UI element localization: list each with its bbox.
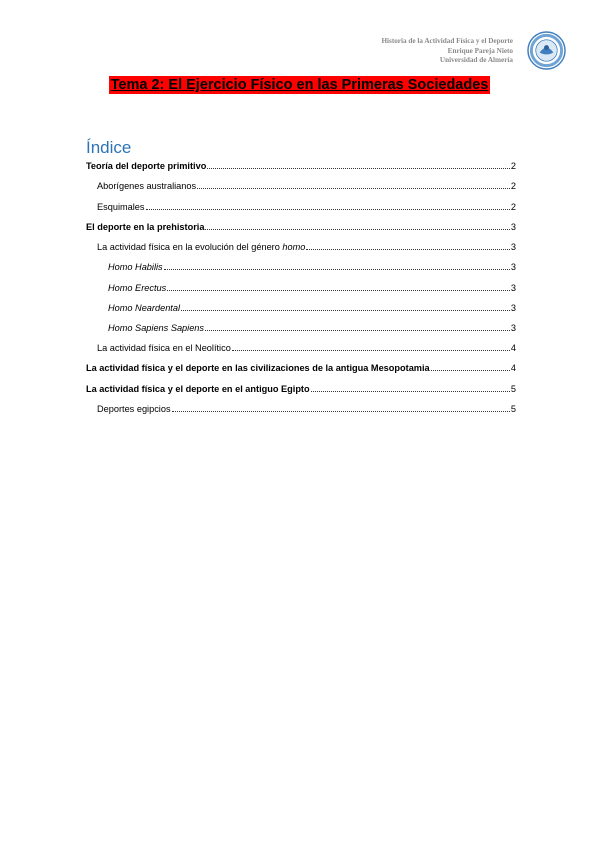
toc-page-number: 3 bbox=[510, 242, 516, 252]
toc-entry-esquimales[interactable] bbox=[86, 201, 516, 213]
toc-entry-evolucion-genero-homo[interactable] bbox=[86, 241, 516, 253]
toc-leader-dots bbox=[306, 241, 509, 250]
toc-page-number: 2 bbox=[510, 161, 516, 171]
toc-page-number: 4 bbox=[510, 363, 516, 373]
toc-entry-deporte-prehistoria[interactable] bbox=[86, 221, 516, 233]
toc-page-number: 3 bbox=[510, 222, 516, 232]
toc-entry-aborigenes[interactable] bbox=[86, 180, 516, 192]
toc-leader-dots bbox=[205, 322, 510, 331]
toc-leader-dots bbox=[205, 221, 509, 230]
toc-leader-dots bbox=[207, 160, 510, 169]
toc-entry-homo-habilis[interactable] bbox=[86, 261, 516, 273]
toc-leader-dots bbox=[167, 282, 510, 291]
toc-entry-label: El deporte en la prehistoria bbox=[86, 222, 205, 232]
toc-entry-label: Homo Neardental bbox=[108, 303, 181, 313]
toc-entry-label: Esquimales bbox=[97, 202, 145, 212]
toc-leader-dots bbox=[431, 362, 510, 371]
toc-entry-label: Deportes egipcios bbox=[97, 404, 171, 414]
toc-entry-antiguo-egipto[interactable] bbox=[86, 383, 516, 395]
toc-entry-teoria-deporte-primitivo[interactable] bbox=[86, 160, 516, 172]
header-university: Universidad de Almería bbox=[439, 56, 513, 65]
toc-entry-label: La actividad física en el Neolítico bbox=[97, 343, 231, 353]
toc-entry-deportes-egipcios[interactable] bbox=[86, 403, 516, 415]
toc-entry-homo-neardental[interactable] bbox=[86, 302, 516, 314]
toc-leader-dots bbox=[164, 261, 510, 270]
university-seal-icon bbox=[527, 31, 566, 70]
toc-entry-homo-erectus[interactable] bbox=[86, 282, 516, 294]
header-course: Historia de la Actividad Física y el Deporte bbox=[381, 37, 513, 45]
toc-leader-dots bbox=[181, 302, 510, 311]
toc-entry-label bbox=[97, 241, 305, 253]
toc-leader-dots bbox=[172, 403, 510, 412]
toc-page-number: 3 bbox=[510, 303, 516, 313]
toc-page-number: 2 bbox=[510, 202, 516, 212]
toc-entry-homo-sapiens-sapiens[interactable] bbox=[86, 322, 516, 334]
toc-page-number: 3 bbox=[510, 323, 516, 333]
toc-page-number: 2 bbox=[510, 181, 516, 191]
toc-entry-label: Homo Habilis bbox=[108, 262, 163, 272]
toc-entry-label: Homo Sapiens Sapiens bbox=[108, 323, 205, 333]
toc-entry-label-emphasis: homo bbox=[282, 242, 306, 252]
toc-page-number: 5 bbox=[510, 404, 516, 414]
toc-entry-label: Aborígenes australianos bbox=[97, 181, 197, 191]
toc-entry-label: Teoría del deporte primitivo bbox=[86, 161, 207, 171]
toc-entry-label: La actividad física y el deporte en el antiguo Egipto bbox=[86, 384, 310, 394]
toc-page-number: 5 bbox=[510, 384, 516, 394]
toc-entry-mesopotamia[interactable] bbox=[86, 362, 516, 374]
toc-entry-label: Homo Erectus bbox=[108, 283, 167, 293]
toc-page-number: 3 bbox=[510, 262, 516, 272]
toc-entry-neolitico[interactable] bbox=[86, 342, 516, 354]
title-container bbox=[0, 76, 599, 94]
toc-heading: Índice bbox=[86, 138, 132, 157]
document-title: Tema 2: El Ejercicio Físico en las Primeras Sociedades bbox=[110, 77, 489, 93]
toc-entry-label-text: La actividad física en la evolución del género bbox=[97, 242, 283, 252]
toc-leader-dots bbox=[146, 201, 510, 210]
toc-leader-dots bbox=[197, 180, 510, 189]
toc-leader-dots bbox=[311, 383, 510, 392]
header-author: Enrique Pareja Nieto bbox=[447, 46, 513, 55]
toc-entry-label: La actividad física y el deporte en las civilizaciones de la antigua Mesopotamia bbox=[86, 363, 430, 373]
document-header bbox=[381, 37, 513, 66]
toc-leader-dots bbox=[232, 342, 510, 351]
toc-page-number: 3 bbox=[510, 283, 516, 293]
toc-page-number: 4 bbox=[510, 343, 516, 353]
